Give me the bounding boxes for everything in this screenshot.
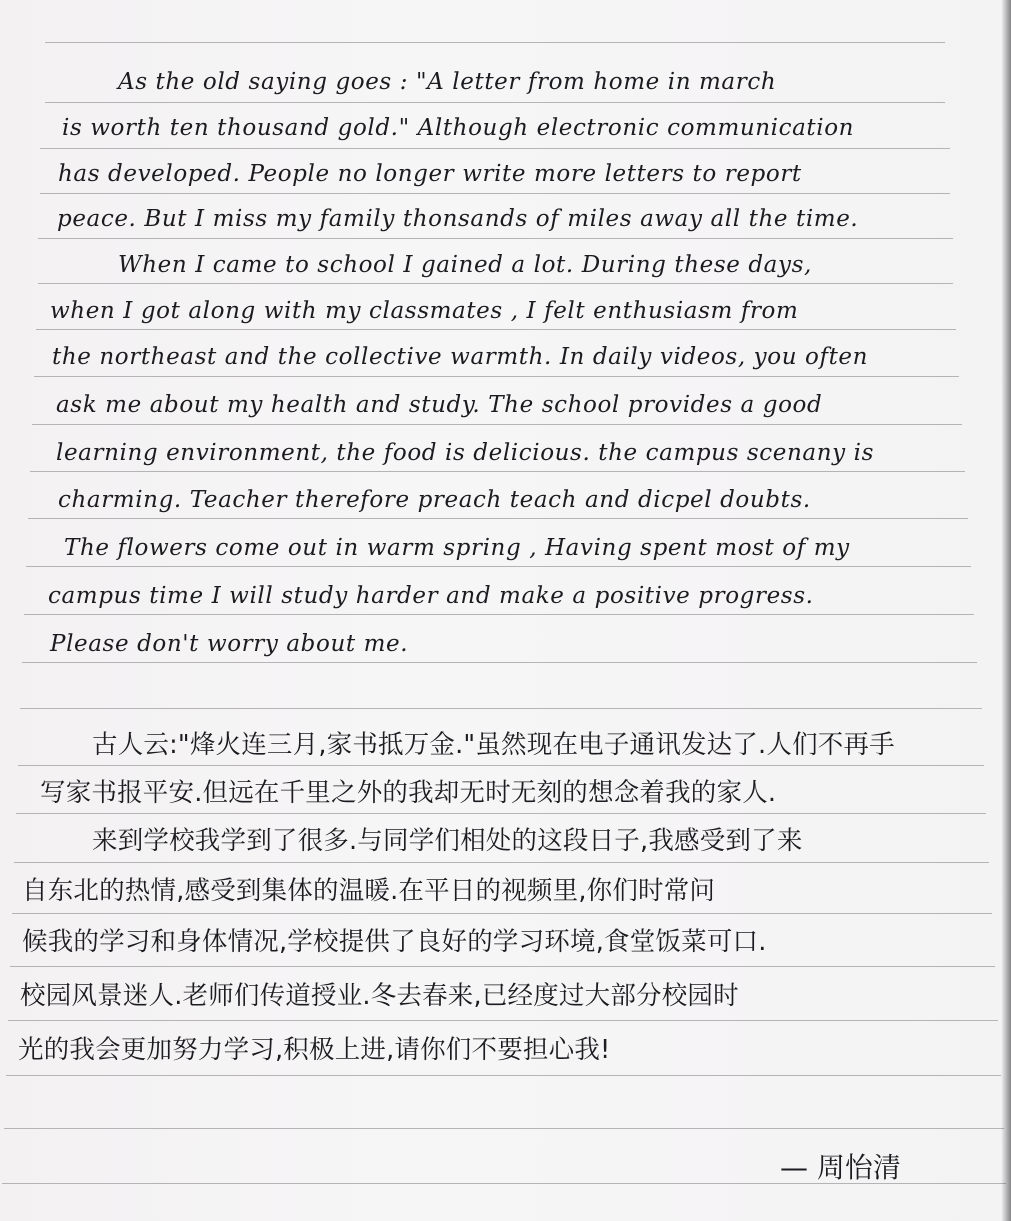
rule-line [45, 102, 945, 103]
chinese-line: 古人云:"烽火连三月,家书抵万金."虽然现在电子通讯发达了.人们不再手 [92, 730, 895, 760]
rule-line [45, 42, 945, 43]
rule-line [14, 862, 989, 863]
rule-line [20, 708, 982, 709]
chinese-line: 自东北的热情,感受到集体的温暖.在平日的视频里,你们时常问 [22, 876, 716, 906]
english-line: Please don't worry about me. [50, 631, 409, 657]
rule-line [6, 1075, 1001, 1076]
rule-line [26, 566, 971, 567]
chinese-line: 光的我会更加努力学习,积极上进,请你们不要担心我! [18, 1035, 611, 1065]
english-line: When I came to school I gained a lot. During these days, [118, 252, 812, 278]
rule-line [12, 913, 992, 914]
rule-line [10, 966, 995, 967]
rule-line [38, 283, 953, 284]
english-line: learning environment, the food is delicious. the campus scenany is [56, 440, 875, 466]
rule-line [32, 424, 962, 425]
rule-line [24, 614, 974, 615]
rule-line [16, 813, 986, 814]
rule-line [4, 1128, 1004, 1129]
rule-line [8, 1020, 998, 1021]
english-line: campus time I will study harder and make a positive progress. [48, 583, 814, 609]
english-line: is worth ten thousand gold." Although electronic communication [62, 115, 855, 141]
english-line: The flowers come out in warm spring , Having spent most of my [64, 535, 850, 561]
page-edge-shadow [1001, 0, 1011, 1221]
rule-line [40, 148, 950, 149]
rule-line [18, 765, 984, 766]
chinese-line: 校园风景迷人.老师们传道授业.冬去春来,已经度过大部分校园时 [20, 981, 739, 1011]
chinese-line: 来到学校我学到了很多.与同学们相处的这段日子,我感受到了来 [92, 826, 803, 856]
signature: — 周怡清 [780, 1151, 901, 1184]
chinese-line: 写家书报平安.但远在千里之外的我却无时无刻的想念着我的家人. [40, 778, 777, 808]
english-line: ask me about my health and study. The school provides a good [56, 392, 823, 418]
rule-line [28, 518, 968, 519]
english-line: peace. But I miss my family thonsands of miles away all the time. [57, 206, 859, 232]
rule-line [40, 193, 950, 194]
english-line: As the old saying goes : "A letter from home in march [118, 69, 777, 95]
english-line: charming. Teacher therefore preach teach and dicpel doubts. [58, 487, 811, 513]
rule-line [34, 376, 959, 377]
english-line: the northeast and the collective warmth. In daily videos, you often [52, 344, 869, 370]
rule-line [36, 329, 956, 330]
english-line: when I got along with my classmates , I felt enthusiasm from [50, 298, 799, 324]
chinese-line: 候我的学习和身体情况,学校提供了良好的学习环境,食堂饭菜可口. [22, 927, 767, 957]
english-line: has developed. People no longer write more letters to report [58, 161, 802, 187]
rule-line [22, 662, 977, 663]
rule-line [30, 471, 965, 472]
rule-line [38, 238, 953, 239]
